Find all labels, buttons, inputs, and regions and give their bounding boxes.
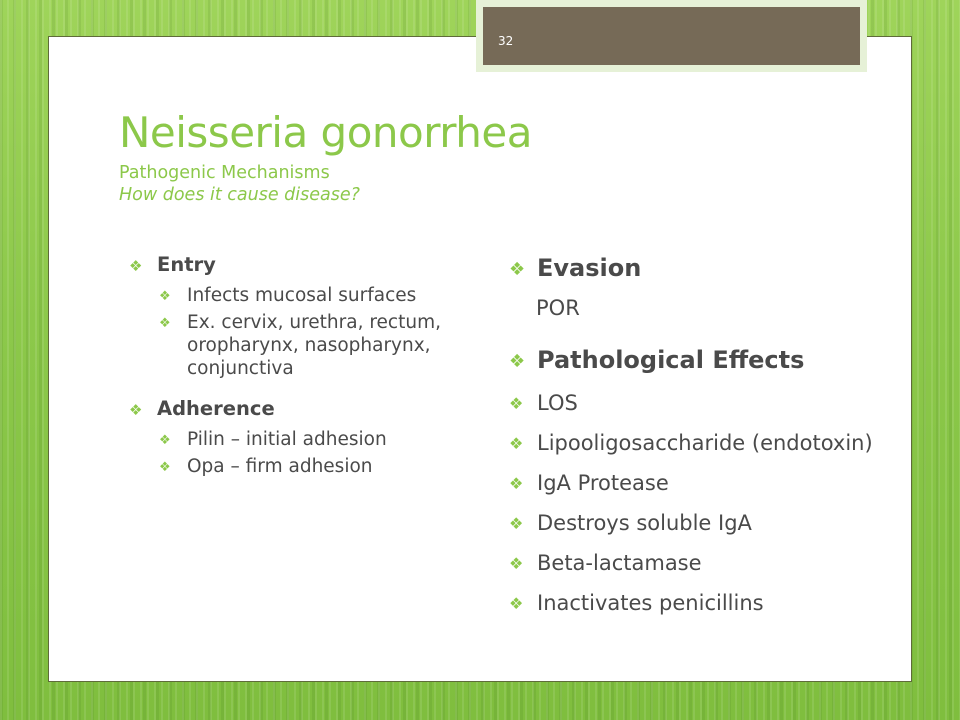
- pathological-heading-item: [509, 340, 889, 380]
- list-item: [159, 284, 469, 307]
- title-block: [119, 106, 879, 206]
- slide-subtitle: Pathogenic Mechanisms: [119, 163, 330, 183]
- evasion-heading: Evasion: [537, 254, 642, 282]
- list-item: [159, 428, 469, 451]
- list-item: [509, 588, 889, 618]
- evasion-heading-item: [509, 248, 889, 288]
- diamond-bullet-icon: ❖: [159, 460, 171, 475]
- list-item-text: Ex. cervix, urethra, rectum, oropharynx, nasopharynx, conjunctiva: [187, 312, 441, 379]
- list-item: [509, 468, 889, 498]
- left-column: [129, 250, 469, 492]
- list-item-text: Inactivates penicillins: [537, 591, 764, 615]
- list-item-text: Beta-lactamase: [537, 551, 702, 575]
- adherence-heading-item: [129, 394, 469, 424]
- diamond-bullet-icon: ❖: [509, 554, 524, 573]
- page-number-tab-inner: [483, 7, 860, 65]
- page-number: 32: [498, 34, 514, 48]
- right-column: [509, 248, 889, 618]
- diamond-bullet-icon: ❖: [509, 434, 524, 453]
- list-item: [509, 508, 889, 538]
- list-item: [509, 548, 889, 578]
- adherence-heading: Adherence: [157, 397, 275, 420]
- diamond-bullet-icon: ❖: [509, 474, 524, 493]
- slide-question: How does it cause disease?: [119, 185, 360, 205]
- list-item-text: Destroys soluble IgA: [537, 511, 752, 535]
- list-item: [159, 455, 469, 478]
- list-item: [509, 428, 889, 458]
- diamond-bullet-icon: ❖: [509, 394, 524, 413]
- pathological-heading: Pathological Effects: [537, 346, 805, 374]
- list-item: [159, 311, 469, 380]
- list-item-text: Pilin – initial adhesion: [187, 429, 387, 450]
- diamond-bullet-icon: ❖: [159, 316, 171, 331]
- diamond-bullet-icon: ❖: [159, 433, 171, 448]
- diamond-bullet-icon: ❖: [129, 401, 143, 419]
- diamond-bullet-icon: ❖: [509, 351, 526, 372]
- list-item: [509, 388, 889, 418]
- list-item-text: Opa – firm adhesion: [187, 456, 373, 477]
- diamond-bullet-icon: ❖: [129, 257, 143, 275]
- page-number-tab: [476, 0, 867, 72]
- slide-title: Neisseria gonorrhea: [119, 108, 532, 157]
- list-item-text: Infects mucosal surfaces: [187, 285, 417, 306]
- diamond-bullet-icon: ❖: [509, 259, 526, 280]
- entry-group: [129, 250, 469, 380]
- list-item-text: LOS: [537, 391, 578, 415]
- diamond-bullet-icon: ❖: [159, 289, 171, 304]
- entry-heading-item: [129, 250, 469, 280]
- adherence-group: [129, 394, 469, 478]
- entry-heading: Entry: [157, 253, 216, 276]
- list-item-text: Lipooligosaccharide (endotoxin): [537, 431, 873, 455]
- evasion-text: POR: [536, 296, 580, 320]
- diamond-bullet-icon: ❖: [509, 594, 524, 613]
- list-item-text: IgA Protease: [537, 471, 669, 495]
- diamond-bullet-icon: ❖: [509, 514, 524, 533]
